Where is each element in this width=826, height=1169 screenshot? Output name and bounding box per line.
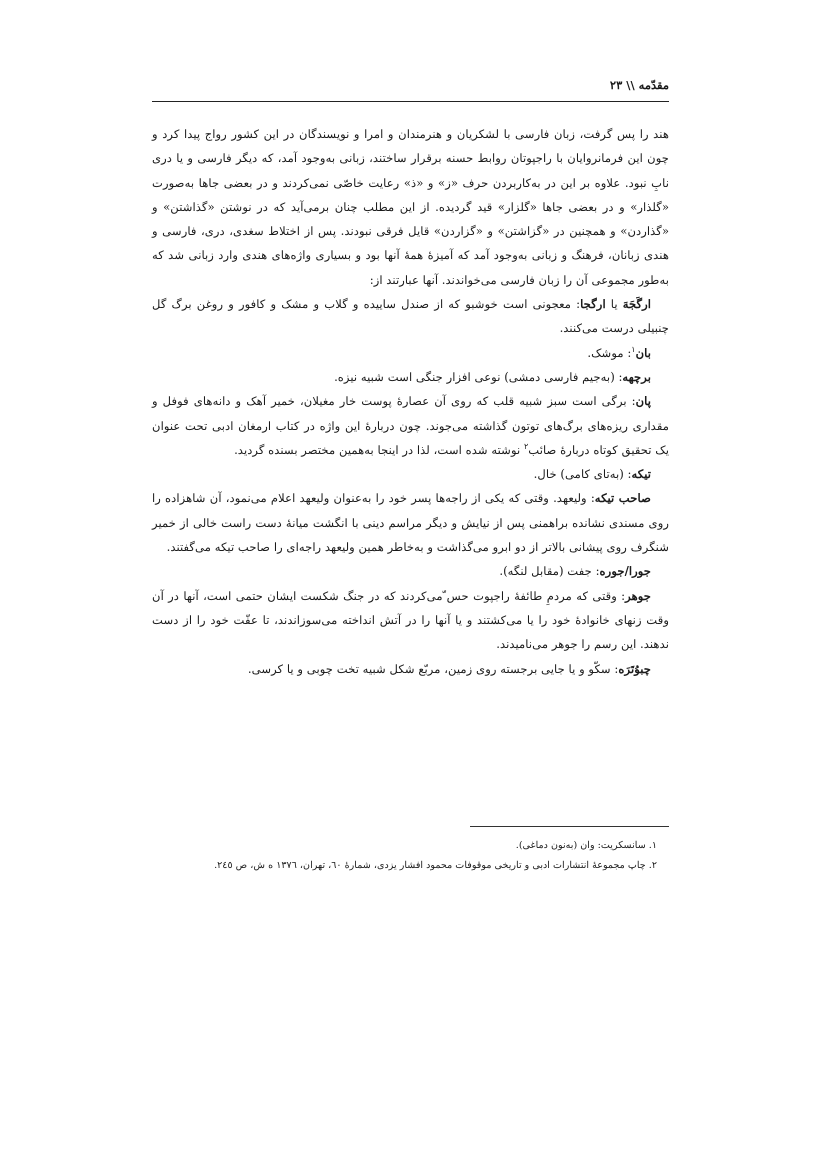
entry-baan xyxy=(152,341,669,365)
entry-paan xyxy=(152,389,669,462)
entry-tika xyxy=(152,462,669,486)
term-connector: یا xyxy=(605,297,623,312)
term-chabutra: چبوُتَرَه xyxy=(618,661,651,676)
definition-saheb-tika: : ولیعهد. وقتی که یکی از راجه‌ها پسر خود را به‌عنوان ولیعهد اعلام می‌نمود، آن شاهزاده را روی مسندی نشانده براهمنی پس از نیایش و دیگر مراسم دینی با انگشت میانهٔ دست راست خالی از خمیر شنگرف روی پیشانی بالاتر از دو ابرو می‌گذاشت و به‌خاطر همین ولیعهد راجه‌ای را صاحب تیکه می‌گفتند. xyxy=(152,491,669,555)
entry-barchha xyxy=(152,365,669,389)
intro-paragraph: هند را پس گرفت، زبان فارسی با لشکریان و هنرمندان و امرا و نویسندگان در این کشور رواج پیدا کرد و چون این فرمانروایان با راجپوتان روابط حسنه برقرار ساختند، زبانی به‌وجود آمد، که دیگر فارسی و یا دری نابِ نبود. علاوه بر این در به‌کاربردن حرف «ز» و «ذ» رعایت خاصّی نمی‌کردند و در بعضی جاها به‌صورت «گلذار» و در بعضی جاها «گلزار» قید گردیده. از این مطلب چنان برمی‌آید که در نوشتن «گذاشتن» و «گذاردن» و همچنین در «گزاشتن» و «گزاردن» قایل فرقی نبودند. پس از اختلاط سغدی، دری، فارسی و هندی زبانان، فرهنگ و زبانی به‌وجود آمد که آمیزهٔ همهٔ آنها بود و بسیاری واژه‌های هندی وارد زبانی شد که به‌طور مجموعی آن را زبان فارسی می‌خواندند. آنها عبارتند از: xyxy=(152,127,669,287)
footnotes xyxy=(152,836,669,876)
footnote-rule xyxy=(470,826,669,827)
definition-paan: : برگی است سبز شبیه قلب که روی آن عصارهٔ پوست خار مغیلان، خمیر آهک و دانه‌های فوفل و مقداری ریزه‌های برگ‌های توتون گذاشته می‌جوند. چون دربارهٔ این واژه در کتاب ارمغان ادبی تحت عنوان یک تحقیق کوتاه دربارهٔ صائب xyxy=(152,394,669,457)
definition-baan: : موشک. xyxy=(587,345,632,360)
definition-chabutra: : سکّو و یا جایی برجسته روی زمین، مربّع شکل شبیه تخت چوبی و یا کرسی. xyxy=(247,661,619,676)
definition-jauhar: : وقتی که مردمِ طائفهٔ راجپوت حس ّمی‌کردند که در جنگ شکست ایشان حتمی است، آنها در آن وقت زنهای خانوادهٔ خود را یا می‌کشتند و یا آنها را در آتش انداخته می‌سوزاندند، تا عفّت خود را از دست ندهند. این رسم را جوهر می‌نامیدند. xyxy=(152,588,669,652)
term-jora: جورا/جوره xyxy=(599,564,651,579)
term-paan: پان xyxy=(635,394,651,409)
term-saheb-tika: صاحب تیکه xyxy=(594,491,651,506)
footnote-ref-2[interactable]: ۲ xyxy=(523,441,529,451)
term-argaja: ارگَجَهَ xyxy=(622,297,651,312)
entry-argaja xyxy=(152,292,669,341)
definition-jora: : جفت (مقابل لنگه). xyxy=(499,564,600,579)
definition-tika: : (به‌تای کامی) خال. xyxy=(533,467,632,482)
definition-paan-cont: نوشته شده است، لذا در اینجا به‌همین مختصر بسنده گردید. xyxy=(234,442,524,457)
term-barchha: برچهه xyxy=(622,369,651,384)
header-rule xyxy=(152,101,669,102)
definition-argaja: : معجونی است خوشبو که از صندل ساییده و گلاب و مشک و کافور و روغن برگ گل چنبیلی درست می‌کنند. xyxy=(152,297,669,336)
footnote-1: ۱. سانسکریت: وان (به‌نون دماغی). xyxy=(515,840,657,851)
term-argaja-alt: ارگجا xyxy=(580,297,606,312)
definition-barchha: : (به‌جیم فارسی دمشی) نوعی افزار جنگی است شبیه نیزه. xyxy=(334,369,623,384)
entry-jora xyxy=(152,559,669,583)
running-header: مقدّمه \\ ۲۳ xyxy=(609,78,669,92)
entry-chabutra xyxy=(152,657,669,681)
body-text xyxy=(152,122,669,681)
entry-saheb-tika xyxy=(152,486,669,559)
term-tika: تیکه xyxy=(631,467,651,482)
footnote-2: ۲. چاپ مجموعهٔ انتشارات ادبی و تاریخی موقوفات محمود افشار یزدی، شمارهٔ ٦٠، تهران، ١٣٧٦ ه ش، ص ٢٤٥. xyxy=(214,860,657,871)
term-baan: بان xyxy=(635,345,651,360)
entry-jauhar xyxy=(152,584,669,657)
footnote-ref-1[interactable]: ۱ xyxy=(631,344,636,354)
term-jauhar: جوهر xyxy=(625,588,651,603)
